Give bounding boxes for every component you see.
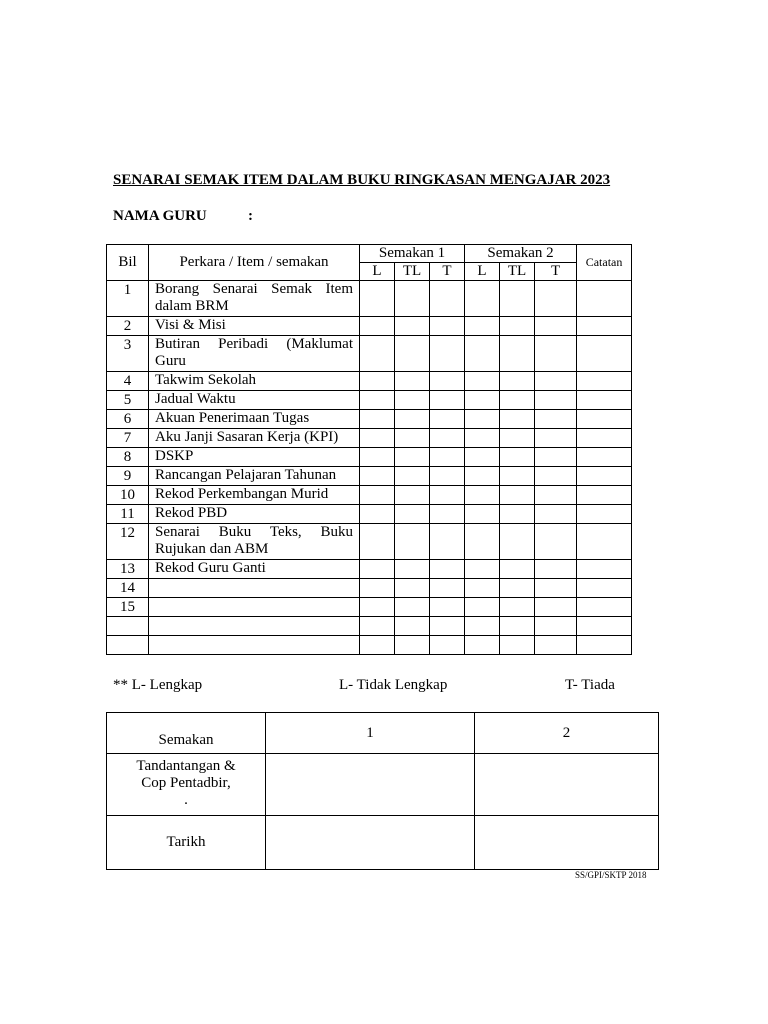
check-cell-s2-l[interactable] [465, 486, 500, 505]
check-cell-s2-t[interactable] [535, 372, 577, 391]
check-cell-catatan[interactable] [577, 560, 632, 579]
header-bil: Bil [107, 245, 149, 281]
row-number: 5 [107, 391, 149, 410]
check-cell-s2-l[interactable] [465, 336, 500, 372]
header-perkara: Perkara / Item / semakan [149, 245, 360, 281]
check-cell-s2-l[interactable] [465, 410, 500, 429]
check-cell-s1-t[interactable] [430, 617, 465, 636]
table-row [107, 598, 632, 617]
row-number: 4 [107, 372, 149, 391]
legend [0, 677, 768, 695]
check-cell-s2-tl[interactable] [500, 429, 535, 448]
legend-lengkap: ** L- Lengkap [113, 677, 203, 693]
check-cell-catatan[interactable] [577, 524, 632, 560]
check-cell-s2-t[interactable] [535, 617, 577, 636]
check-cell-s1-tl[interactable] [395, 524, 430, 560]
tandatangan-line-2: Cop Pentadbir, [141, 775, 231, 791]
check-cell-s1-t[interactable] [430, 317, 465, 336]
check-cell-s2-tl[interactable] [500, 372, 535, 391]
row-number [107, 636, 149, 655]
header-s2-tl: TL [500, 263, 535, 281]
check-cell-s2-l[interactable] [465, 579, 500, 598]
check-cell-catatan[interactable] [577, 467, 632, 486]
check-cell-catatan[interactable] [577, 486, 632, 505]
tandatangan-line-1: Tandantangan & [136, 758, 236, 774]
check-cell-s2-tl[interactable] [500, 317, 535, 336]
check-cell-s1-t[interactable] [430, 391, 465, 410]
check-cell-s1-t[interactable] [430, 372, 465, 391]
check-cell-s1-tl[interactable] [395, 372, 430, 391]
check-cell-catatan[interactable] [577, 617, 632, 636]
check-cell-catatan[interactable] [577, 448, 632, 467]
check-cell-s1-tl[interactable] [395, 391, 430, 410]
row-item: Rekod PBD [149, 505, 360, 524]
check-cell-s1-l[interactable] [360, 505, 395, 524]
header-s2-t: T [535, 263, 577, 281]
check-cell-s2-l[interactable] [465, 598, 500, 617]
check-cell-s1-t[interactable] [430, 281, 465, 317]
check-cell-s2-t[interactable] [535, 336, 577, 372]
table-row [107, 317, 632, 336]
table-row [107, 617, 632, 636]
check-cell-s2-l[interactable] [465, 317, 500, 336]
row-item: Visi & Misi [149, 317, 360, 336]
check-cell-s1-l[interactable] [360, 598, 395, 617]
check-cell-catatan[interactable] [577, 391, 632, 410]
check-cell-s1-t[interactable] [430, 579, 465, 598]
header-semakan-2: Semakan 2 [465, 245, 577, 263]
check-cell-s1-tl[interactable] [395, 317, 430, 336]
tandatangan-line-3: . [184, 792, 188, 808]
header-s1-l: L [360, 263, 395, 281]
check-cell-catatan[interactable] [577, 505, 632, 524]
check-cell-s1-tl[interactable] [395, 636, 430, 655]
check-cell-s2-t[interactable] [535, 486, 577, 505]
checklist-body [107, 281, 632, 655]
row-number: 11 [107, 505, 149, 524]
check-cell-s2-t[interactable] [535, 636, 577, 655]
row-number: 9 [107, 467, 149, 486]
row-item: Rekod Guru Ganti [149, 560, 360, 579]
check-cell-catatan[interactable] [577, 336, 632, 372]
check-cell-s2-l[interactable] [465, 467, 500, 486]
row-item: Senarai Buku Teks, Buku Rujukan dan ABM [149, 524, 360, 560]
header-s1-tl: TL [395, 263, 430, 281]
check-cell-s2-tl[interactable] [500, 524, 535, 560]
check-cell-s1-l[interactable] [360, 391, 395, 410]
row-item: DSKP [149, 448, 360, 467]
row-item: Borang Senarai Semak Item dalam BRM [149, 281, 360, 317]
check-cell-s1-tl[interactable] [395, 598, 430, 617]
check-cell-s2-tl[interactable] [500, 579, 535, 598]
signoff-tandatangan-label [107, 754, 266, 816]
check-cell-s2-tl[interactable] [500, 505, 535, 524]
table-row [107, 579, 632, 598]
table-row [107, 486, 632, 505]
table-row [107, 410, 632, 429]
check-cell-s2-l[interactable] [465, 524, 500, 560]
row-number: 2 [107, 317, 149, 336]
check-cell-s1-l[interactable] [360, 617, 395, 636]
row-item: Aku Janji Sasaran Kerja (KPI) [149, 429, 360, 448]
table-row [107, 636, 632, 655]
table-row [107, 560, 632, 579]
check-cell-s1-tl[interactable] [395, 429, 430, 448]
check-cell-s2-tl[interactable] [500, 281, 535, 317]
check-cell-s2-t[interactable] [535, 560, 577, 579]
row-number: 6 [107, 410, 149, 429]
row-number: 10 [107, 486, 149, 505]
header-catatan: Catatan [577, 245, 632, 281]
check-cell-s2-l[interactable] [465, 505, 500, 524]
check-cell-s2-tl[interactable] [500, 448, 535, 467]
check-cell-s1-l[interactable] [360, 317, 395, 336]
check-cell-s1-l[interactable] [360, 336, 395, 372]
check-cell-s1-l[interactable] [360, 486, 395, 505]
signoff-col-2: 2 [475, 713, 659, 754]
check-cell-s2-t[interactable] [535, 505, 577, 524]
row-number: 1 [107, 281, 149, 317]
row-number: 14 [107, 579, 149, 598]
table-row [107, 505, 632, 524]
row-item: Jadual Waktu [149, 391, 360, 410]
check-cell-s1-t[interactable] [430, 505, 465, 524]
check-cell-s2-t[interactable] [535, 429, 577, 448]
check-cell-s2-t[interactable] [535, 317, 577, 336]
check-cell-s1-tl[interactable] [395, 560, 430, 579]
check-cell-s2-l[interactable] [465, 391, 500, 410]
nama-guru-colon: : [248, 208, 253, 224]
check-cell-s1-l[interactable] [360, 636, 395, 655]
row-number [107, 617, 149, 636]
check-cell-catatan[interactable] [577, 281, 632, 317]
signoff-signature-2[interactable] [475, 754, 659, 816]
check-cell-s1-t[interactable] [430, 486, 465, 505]
check-cell-s1-t[interactable] [430, 524, 465, 560]
check-cell-s1-l[interactable] [360, 372, 395, 391]
checklist-table [106, 244, 632, 655]
check-cell-s1-tl[interactable] [395, 467, 430, 486]
check-cell-s2-l[interactable] [465, 429, 500, 448]
signoff-tarikh-2[interactable] [475, 816, 659, 870]
table-row [107, 524, 632, 560]
check-cell-s1-t[interactable] [430, 410, 465, 429]
nama-guru-label: NAMA GURU [113, 208, 207, 224]
check-cell-s1-t[interactable] [430, 448, 465, 467]
row-item [149, 598, 360, 617]
check-cell-s2-l[interactable] [465, 281, 500, 317]
check-cell-s1-t[interactable] [430, 336, 465, 372]
page-title: SENARAI SEMAK ITEM DALAM BUKU RINGKASAN MENGAJAR 2023 [113, 172, 611, 188]
check-cell-s2-tl[interactable] [500, 636, 535, 655]
signoff-tarikh-1[interactable] [266, 816, 475, 870]
check-cell-s1-t[interactable] [430, 429, 465, 448]
check-cell-s1-tl[interactable] [395, 579, 430, 598]
row-item [149, 617, 360, 636]
table-row [107, 467, 632, 486]
check-cell-s1-l[interactable] [360, 579, 395, 598]
table-row [107, 372, 632, 391]
check-cell-s1-tl[interactable] [395, 486, 430, 505]
check-cell-s2-t[interactable] [535, 281, 577, 317]
check-cell-s1-l[interactable] [360, 281, 395, 317]
check-cell-s2-t[interactable] [535, 391, 577, 410]
row-number: 3 [107, 336, 149, 372]
nama-guru-row [113, 208, 253, 225]
check-cell-s2-t[interactable] [535, 467, 577, 486]
check-cell-s2-t[interactable] [535, 448, 577, 467]
check-cell-s2-l[interactable] [465, 448, 500, 467]
check-cell-s1-t[interactable] [430, 598, 465, 617]
check-cell-catatan[interactable] [577, 429, 632, 448]
check-cell-s1-tl[interactable] [395, 281, 430, 317]
row-number: 7 [107, 429, 149, 448]
check-cell-s1-l[interactable] [360, 429, 395, 448]
check-cell-s2-t[interactable] [535, 410, 577, 429]
header-s1-t: T [430, 263, 465, 281]
signoff-col-1: 1 [266, 713, 475, 754]
check-cell-catatan[interactable] [577, 372, 632, 391]
row-item: Akuan Penerimaan Tugas [149, 410, 360, 429]
check-cell-catatan[interactable] [577, 579, 632, 598]
check-cell-s2-t[interactable] [535, 598, 577, 617]
check-cell-s2-tl[interactable] [500, 560, 535, 579]
check-cell-s1-l[interactable] [360, 410, 395, 429]
check-cell-s1-l[interactable] [360, 467, 395, 486]
header-s2-l: L [465, 263, 500, 281]
row-item [149, 579, 360, 598]
header-semakan-1: Semakan 1 [360, 245, 465, 263]
check-cell-s1-l[interactable] [360, 524, 395, 560]
check-cell-s2-tl[interactable] [500, 617, 535, 636]
check-cell-s1-tl[interactable] [395, 336, 430, 372]
check-cell-s1-t[interactable] [430, 636, 465, 655]
check-cell-s1-l[interactable] [360, 560, 395, 579]
table-row [107, 429, 632, 448]
table-row [107, 281, 632, 317]
check-cell-s2-tl[interactable] [500, 410, 535, 429]
check-cell-s1-tl[interactable] [395, 448, 430, 467]
signoff-semakan-label: Semakan [107, 713, 266, 754]
check-cell-s2-t[interactable] [535, 524, 577, 560]
table-row [107, 448, 632, 467]
signoff-tarikh-label: Tarikh [107, 816, 266, 870]
check-cell-catatan[interactable] [577, 317, 632, 336]
signoff-table [106, 712, 659, 870]
legend-tiada: T- Tiada [565, 677, 615, 693]
row-number: 12 [107, 524, 149, 560]
legend-tidak-lengkap: L- Tidak Lengkap [339, 677, 448, 693]
check-cell-s2-tl[interactable] [500, 336, 535, 372]
row-number: 8 [107, 448, 149, 467]
check-cell-s2-l[interactable] [465, 372, 500, 391]
check-cell-catatan[interactable] [577, 598, 632, 617]
check-cell-s2-l[interactable] [465, 636, 500, 655]
check-cell-s1-tl[interactable] [395, 505, 430, 524]
check-cell-catatan[interactable] [577, 636, 632, 655]
row-item [149, 636, 360, 655]
check-cell-s2-tl[interactable] [500, 467, 535, 486]
check-cell-s1-tl[interactable] [395, 410, 430, 429]
check-cell-s1-t[interactable] [430, 560, 465, 579]
check-cell-s2-t[interactable] [535, 579, 577, 598]
check-cell-s1-tl[interactable] [395, 617, 430, 636]
footer-code: SS/GPI/SKTP 2018 [575, 870, 647, 880]
check-cell-s2-tl[interactable] [500, 486, 535, 505]
row-number: 15 [107, 598, 149, 617]
row-number: 13 [107, 560, 149, 579]
check-cell-s1-l[interactable] [360, 448, 395, 467]
check-cell-s2-tl[interactable] [500, 598, 535, 617]
check-cell-s2-l[interactable] [465, 617, 500, 636]
check-cell-s2-l[interactable] [465, 560, 500, 579]
check-cell-catatan[interactable] [577, 410, 632, 429]
row-item: Rekod Perkembangan Murid [149, 486, 360, 505]
check-cell-s1-t[interactable] [430, 467, 465, 486]
signoff-signature-1[interactable] [266, 754, 475, 816]
table-row [107, 336, 632, 372]
row-item: Takwim Sekolah [149, 372, 360, 391]
check-cell-s2-tl[interactable] [500, 391, 535, 410]
row-item: Butiran Peribadi (Maklumat Guru [149, 336, 360, 372]
row-item: Rancangan Pelajaran Tahunan [149, 467, 360, 486]
table-row [107, 391, 632, 410]
